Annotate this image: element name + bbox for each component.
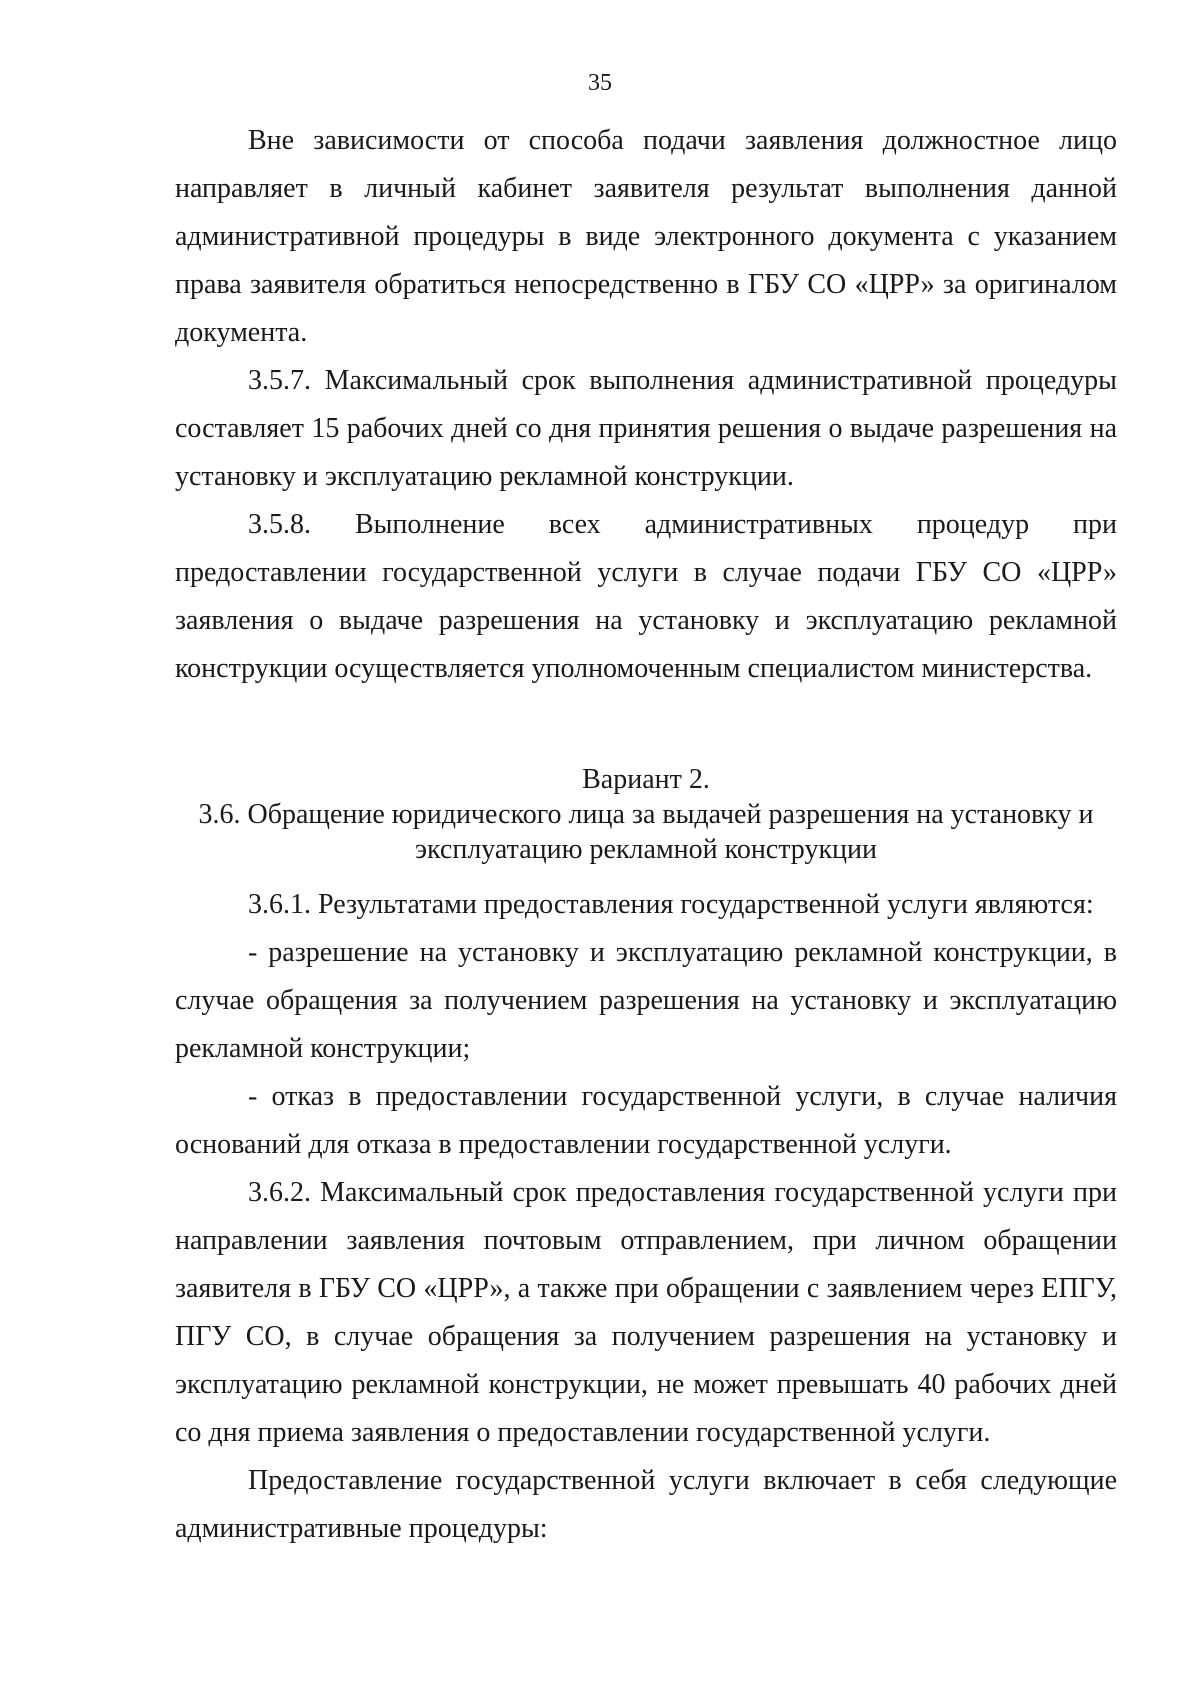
paragraph: - разрешение на установку и эксплуатацию рекламной конструкции, в случае обращения за получением разрешения на установку и эксплуатацию рекламной конструкции; xyxy=(175,937,1117,1064)
paragraph: 3.5.8. Выполнение всех административных процедур при предоставлении государственной услуги в случае подачи ГБУ СО «ЦРР» заявления о выдаче разрешения на установку и эксплуатацию рекламной конструкции осуществляется уполномоченным специалистом министерства. xyxy=(175,509,1117,684)
paragraph: 3.6.2. Максимальный срок предоставления государственной услуги при направлении заявления почтовым отправлением, при личном обращении заявителя в ГБУ СО «ЦРР», а также при обращении с заявлением через ЕПГУ, ПГУ СО, в случае обращения за получением разрешения на установку и эксплуатацию рекламной конструкции, не может превышать 40 рабочих дней со дня приема заявления о предоставлении государственной услуги. xyxy=(175,1177,1117,1448)
section-title-line: 3.6. Обращение юридического лица за выдачей разрешения на установку и xyxy=(198,799,1094,830)
paragraph: Вне зависимости от способа подачи заявления должностное лицо направляет в личный кабинет заявителя результат выполнения данной административной процедуры в виде электронного документа с указанием права заявителя обратиться непосредственно в ГБУ СО «ЦРР» за оригиналом документа. xyxy=(175,125,1117,348)
page-number: 35 xyxy=(588,70,612,96)
variant-label: Вариант 2. xyxy=(582,764,710,795)
body-text-bottom xyxy=(175,881,1117,1553)
body-text-top xyxy=(175,117,1117,693)
paragraph: 3.5.7. Максимальный срок выполнения административной процедуры составляет 15 рабочих дней со дня принятия решения о выдаче разрешения на установку и эксплуатацию рекламной конструкции. xyxy=(175,365,1117,492)
section-title-line: эксплуатацию рекламной конструкции xyxy=(414,834,877,865)
paragraph: - отказ в предоставлении государственной услуги, в случае наличия оснований для отказа в предоставлении государственной услуги. xyxy=(175,1081,1117,1160)
paragraph: 3.6.1. Результатами предоставления государственной услуги являются: xyxy=(248,889,1094,920)
section-heading xyxy=(175,762,1117,867)
paragraph: Предоставление государственной услуги включает в себя следующие административные процедуры: xyxy=(175,1465,1117,1544)
